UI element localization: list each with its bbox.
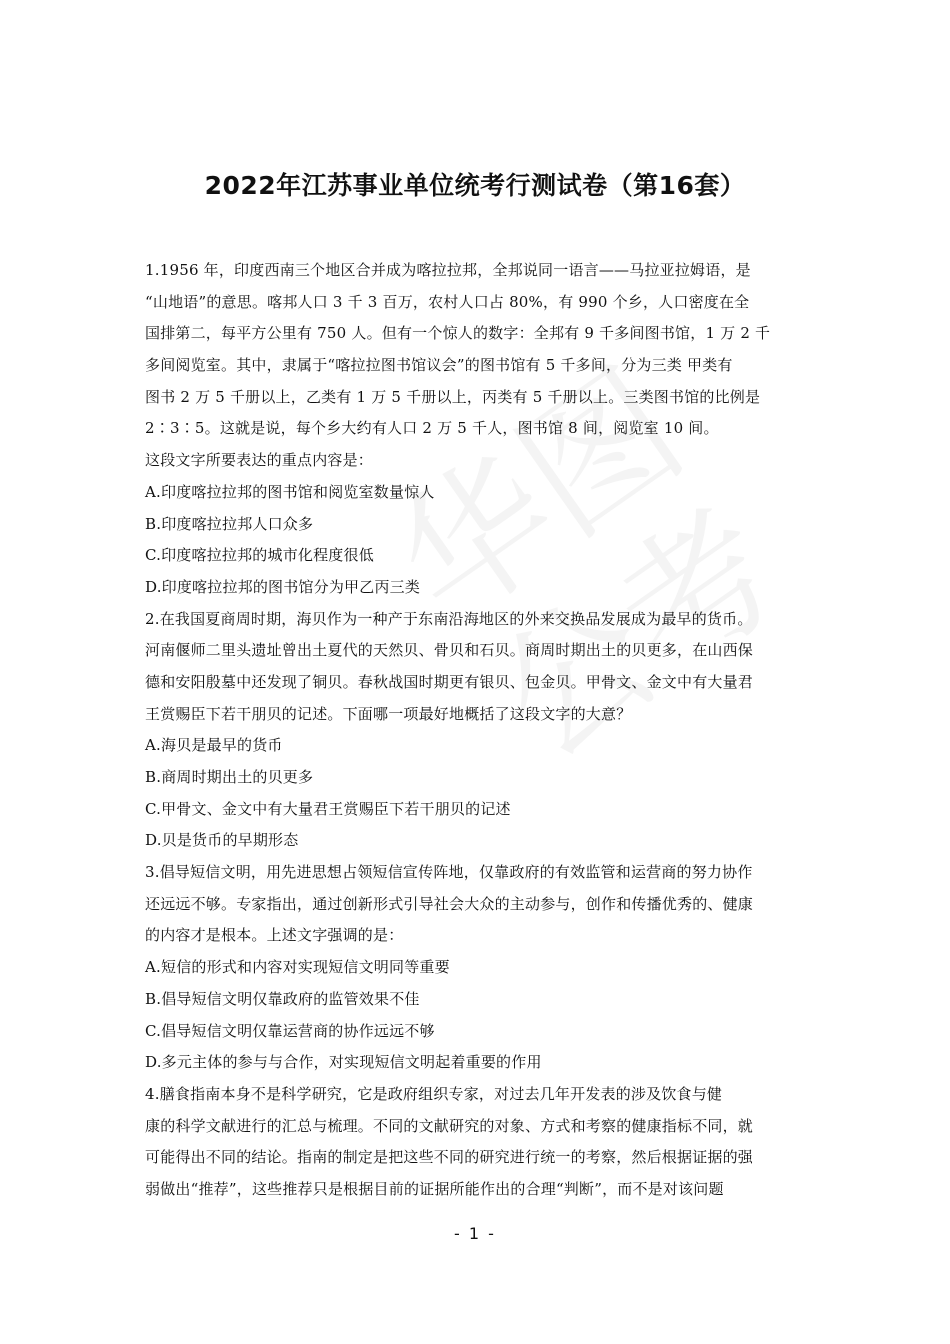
answer-option: C.倡导短信文明仅靠运营商的协作远远不够	[145, 1021, 435, 1040]
question-prompt: 的内容才是根本。上述文字强调的是：	[145, 926, 404, 945]
answer-option: B.商周时期出土的贝更多	[145, 768, 314, 786]
answer-option: C.印度喀拉拉邦的城市化程度很低	[145, 546, 374, 565]
text-line: 德和安阳殷墓中还发现了铜贝。春秋战国时期更有银贝、包金贝。甲骨文、金文中有大量君	[145, 672, 754, 691]
answer-option: A.印度喀拉拉邦的图书馆和阅览室数量惊人	[145, 482, 435, 501]
page-title: 2022年江苏事业单位统考行测试卷（第16套）	[204, 171, 746, 200]
text-line: 3.倡导短信文明，用先进思想占领短信宣传阵地，仅靠政府的有效监管和运营商的努力协作	[145, 863, 753, 882]
text-line: 河南偃师二里头遗址曾出土夏代的天然贝、骨贝和石贝。商周时期出土的贝更多，在山西保	[145, 641, 754, 660]
answer-option: A.短信的形式和内容对实现短信文明同等重要	[145, 958, 450, 977]
question-prompt: 王赏赐臣下若干朋贝的记述。下面哪一项最好地概括了这段文字的大意？	[145, 704, 632, 723]
text-line: 还远远不够。专家指出，通过创新形式引导社会大众的主动参与，创作和传播优秀的、健康	[145, 894, 754, 913]
answer-option: D.多元主体的参与与合作，对实现短信文明起着重要的作用	[145, 1053, 542, 1072]
answer-option: B.印度喀拉拉邦人口众多	[145, 514, 314, 533]
text-line: 弱做出“推荐”，这些推荐只是根据目前的证据所能作出的合理“判断”，而不是对该问题	[145, 1179, 724, 1198]
text-line: 2∶3∶5。这就是说，每个乡大约有人口 2 万 5 千人，图书馆 8 间，阅览室 10 间。	[145, 419, 719, 438]
text-line: 4.膳食指南本身不是科学研究，它是政府组织专家，对过去几年开发表的涉及饮食与健	[145, 1084, 723, 1103]
answer-option: C.甲骨文、金文中有大量君王赏赐臣下若干朋贝的记述	[145, 799, 511, 818]
answer-option: A.海贝是最早的货币	[145, 736, 283, 755]
question-prompt: 这段文字所要表达的重点内容是：	[145, 451, 374, 470]
answer-option: D.印度喀拉拉邦的图书馆分为甲乙丙三类	[145, 577, 421, 596]
text-line: 多间阅览室。其中，隶属于“喀拉拉图书馆议会”的图书馆有 5 千多间，分为三类 甲类有	[145, 356, 733, 375]
text-line: 可能得出不同的结论。指南的制定是把这些不同的研究进行统一的考察，然后根据证据的强	[145, 1148, 754, 1167]
text-line: 图书 2 万 5 千册以上，乙类有 1 万 5 千册以上，丙类有 5 千册以上。三类图书馆的比例是	[145, 387, 761, 406]
text-line: 康的科学文献进行的汇总与梳理。不同的文献研究的对象、方式和考察的健康指标不同，就	[145, 1116, 754, 1135]
text-line: 国排第二，每平方公里有 750 人。但有一个惊人的数字：全邦有 9 千多间图书馆，1 万 2 千	[145, 324, 771, 343]
answer-option: B.倡导短信文明仅靠政府的监管效果不佳	[145, 989, 420, 1008]
answer-option: D.贝是货币的早期形态	[145, 831, 299, 850]
text-line: 1.1956 年，印度西南三个地区合并成为喀拉拉邦，全邦说同一语言——马拉亚拉姆语，是	[145, 261, 751, 279]
text-line: “山地语”的意思。喀邦人口 3 千 3 百万，农村人口占 80%，有 990 个乡，人口密度在全	[145, 292, 750, 311]
document-body	[145, 255, 810, 1206]
text-line: 2.在我国夏商周时期，海贝作为一种产于东南沿海地区的外来交换品发展成为最早的货币。	[145, 609, 753, 628]
page-number: - 1 -	[454, 1224, 496, 1243]
